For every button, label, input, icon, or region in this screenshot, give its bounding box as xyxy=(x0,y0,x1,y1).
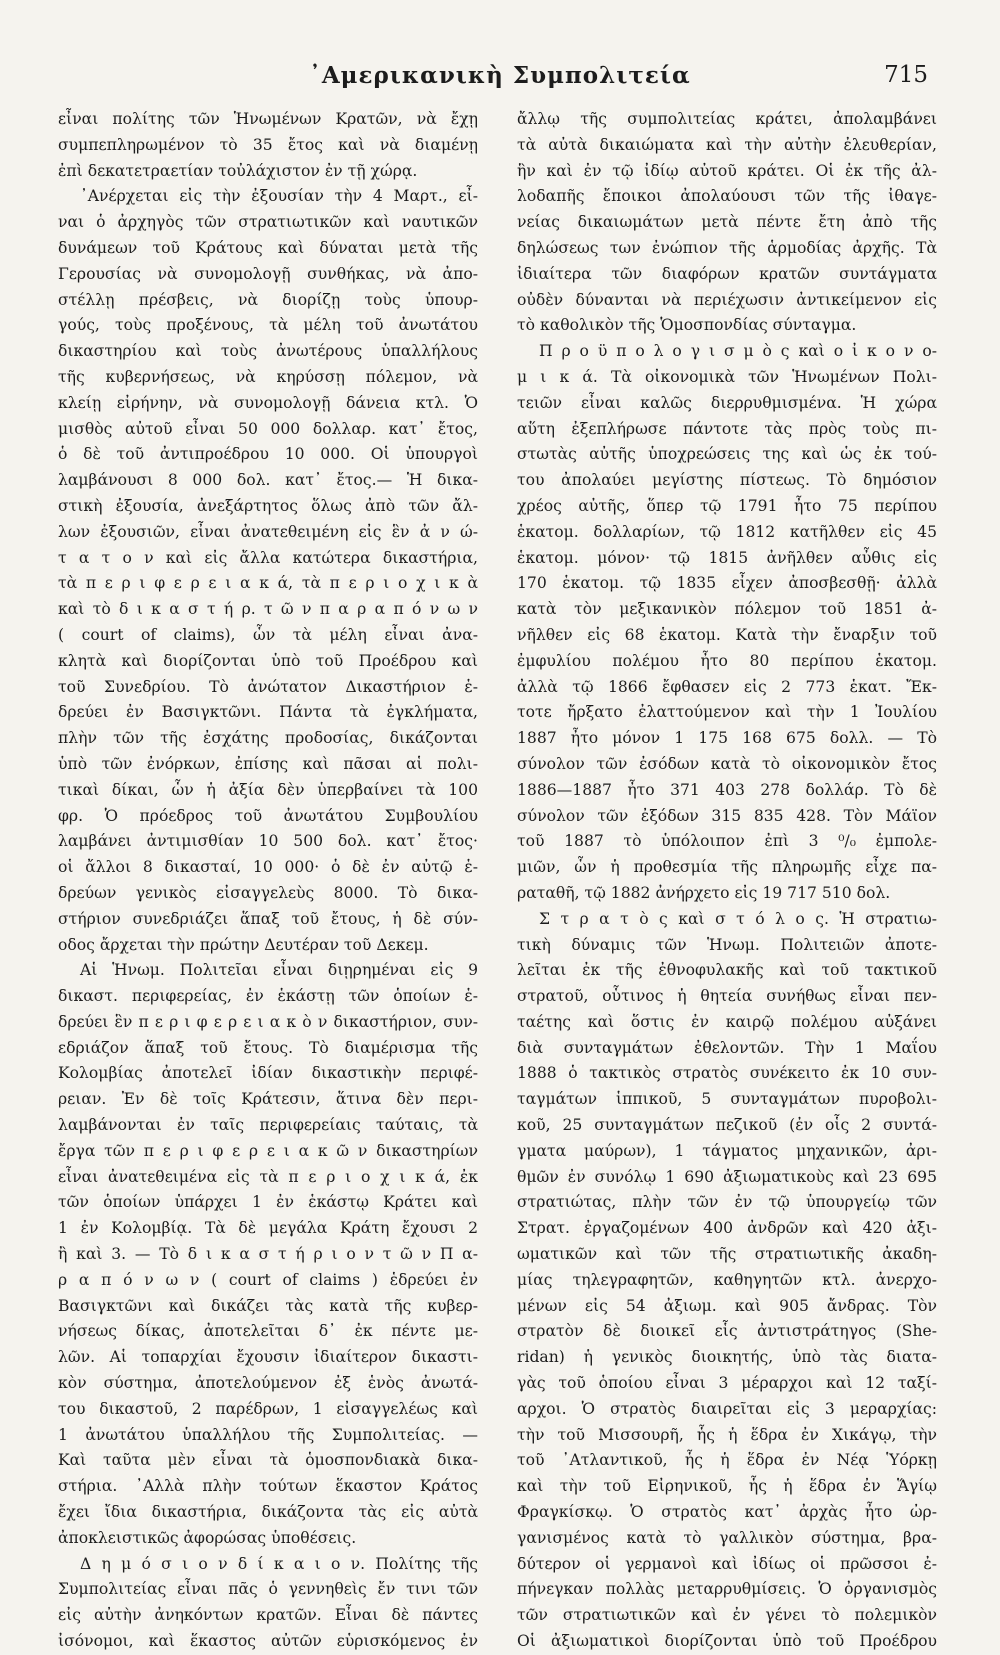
text-line: νῆλθεν εἰς 68 ἑκατομ. Κατὰ τὴν ἔναρξιν τοῦ xyxy=(517,625,937,644)
text-line: ωματικῶν καὶ τῶν τῆς στρατιωτικῆς ἀκαδη- xyxy=(517,1245,937,1264)
text-line: κλητὰ καὶ διορίζονται ὑπὸ τοῦ Προέδρου καὶ xyxy=(58,651,478,670)
text-line: Π ρ ο ϋ π ο λ ο γ ι σ μ ὸ ς καὶ ο ἰ κ ο ν ο- xyxy=(539,342,937,361)
text-line: τῶν ὁποίων ὑπάρχει 1 ἐν ἑκάστῳ Κράτει καὶ xyxy=(58,1193,478,1212)
text-line: Κολομβίας ἀποτελεῖ ἰδίαν δικαστικὴν περιφέ- xyxy=(58,1064,478,1083)
text-line: κατὰ τὸν μεξικανικὸν πόλεμον τοῦ 1851 ἀ- xyxy=(517,600,937,619)
text-line: ραταθῆ, τῷ 1882 ἀνήρχετο εἰς 19 717 510 δολ. xyxy=(517,883,891,902)
text-line: Στρατ. ἐργαζομένων 400 ἀνδρῶν καὶ 420 ἀξι- xyxy=(517,1219,937,1238)
text-line: ἐμφυλίου πολέμου ἦτο 80 περίπου ἑκατομ. xyxy=(517,651,937,670)
text-line: στικὴ ἐξουσία, ἀνεξάρτητος ὅλως ἀπὸ τῶν ἄλ- xyxy=(58,496,478,515)
text-line: ἔργα τῶν π ε ρ ι φ ε ρ ε ι α κ ῶ ν δικαστηρίων xyxy=(58,1141,478,1160)
text-line: θμῶν ἐν συνόλῳ 1 690 ἀξιωματικοὺς καὶ 23 695 xyxy=(517,1167,937,1186)
text-line: 1 ἐν Κολομβίᾳ. Τὰ δὲ μεγάλα Κράτη ἔχουσι 2 xyxy=(58,1219,478,1238)
text-line: γματα μαύρων), 1 τάγματος μηχανικῶν, ἀρι- xyxy=(517,1141,937,1160)
text-line: τῶν στρατιωτικῶν καὶ ἐν γένει τὸ πολεμικὸν xyxy=(517,1606,937,1625)
text-line: 1886—1887 ἦτο 371 403 278 δολλάρ. Τὸ δὲ xyxy=(517,780,937,799)
text-line: τικαὶ δίκαι, ὧν ἡ ἀξία δὲν ὑπερβαίνει τὰ 100 xyxy=(58,780,478,799)
text-line: τὸ καθολικὸν τῆς Ὁμοσπονδίας σύνταγμα. xyxy=(517,316,857,335)
text-line: αὕτη ἐξεπλήρωσε πάντοτε τὰς πρὸς τοὺς πι- xyxy=(517,419,937,438)
text-line: καὶ τὸ δ ι κ α σ τ ή ρ. τ ῶ ν π α ρ α π ό ν ω ν xyxy=(58,600,478,619)
text-line: εδριάζον ἅπαξ τοῦ ἔτους. Τὸ διαμέρισμα τῆς xyxy=(58,1038,478,1057)
text-line: τικὴ δύναμις τῶν Ἡνωμ. Πολιτειῶν ἀποτε- xyxy=(517,935,937,954)
text-line: κοῦ, 25 συνταγμάτων πεζικοῦ (ἐν οἷς 2 συντά- xyxy=(517,1116,937,1135)
text-line: συμπεπληρωμένον τὸ 35 ἔτος καὶ νὰ διαμένῃ xyxy=(58,135,478,154)
text-line: γούς, τοὺς προξένους, τὰ μέλη τοῦ ἀνωτάτου xyxy=(58,316,478,335)
text-line: νήσεως δίκας, ἀποτελεῖται δ᾿ ἐκ πέντε με- xyxy=(58,1322,478,1341)
text-line: ταέτης καὶ ὅστις ἐν καιρῷ πολέμου αὐξάνει xyxy=(517,1012,937,1031)
text-line: ridan) ἡ γενικὸς διοικητής, ὑπὸ τὰς διατα- xyxy=(517,1348,937,1367)
text-line: τὰ π ε ρ ι φ ε ρ ε ι α κ ά, τὰ π ε ρ ι ο χ ι κ ὰ xyxy=(58,574,478,593)
text-line: Βασιγκτῶνι καὶ δικάζει τὰς κατὰ τῆς κυβερ- xyxy=(58,1296,478,1315)
text-line: χρέος αὐτῆς, ὅπερ τῷ 1791 ἦτο 75 περίπου xyxy=(517,496,937,515)
text-line: Γερουσίας νὰ συνομολογῇ συνθήκας, νὰ ἀπο- xyxy=(58,264,478,283)
page-number: 715 xyxy=(884,62,928,88)
text-line: κλείῃ εἰρήνην, νὰ συνομολογῇ δάνεια κτλ. Ὁ xyxy=(58,393,478,412)
text-line: δικαστ. περιφερείας, ἐν ἑκάστῃ τῶν ὁποίων ἑ- xyxy=(58,987,478,1006)
text-line: δυνάμεων τοῦ Κράτους καὶ δύναται μετὰ τῆς xyxy=(58,238,478,257)
text-line: τοῦ ᾿Ατλαντικοῦ, ἧς ἡ ἕδρα ἐν Νέᾳ Ὑόρκῃ xyxy=(517,1451,937,1470)
text-line: δηλώσεως των ἐνώπιον τῆς ἁρμοδίας ἀρχῆς. Τὰ xyxy=(517,238,937,257)
text-line: διὰ συνταγμάτων ἐθελοντῶν. Τὴν 1 Μαΐου xyxy=(517,1038,937,1057)
text-line: γὰς τοῦ ὁποίου εἶναι 3 μέραρχοι καὶ 12 ταξί- xyxy=(517,1374,937,1393)
text-line: στωτὰς αὐτῆς ὑποχρεώσεις της καὶ ὡς ἐκ τού- xyxy=(517,445,937,464)
text-line: λαμβάνει ἀντιμισθίαν 10 500 δολ. κατ᾿ ἔτος· xyxy=(58,832,478,851)
text-line: καὶ τὴν τοῦ Εἰρηνικοῦ, ἧς ἡ ἕδρα ἐν Ἅγίῳ xyxy=(517,1477,937,1496)
text-line: ( court of claims), ὧν τὰ μέλη εἶναι ἀνα- xyxy=(58,625,478,644)
text-line: δρεύει ἓν π ε ρ ι φ ε ρ ε ι α κ ὸ ν δικαστήριον, συν- xyxy=(58,1012,478,1031)
text-line: τ α τ ο ν καὶ εἰς ἄλλα κατώτερα δικαστήρια, xyxy=(58,548,478,567)
text-line: μισθὸς αὐτοῦ εἶναι 50 000 δολλαρ. κατ᾿ ἔτος, xyxy=(58,419,478,438)
text-line: λαμβάνονται ἐν ταῖς περιφερείαις ταύταις, τὰ xyxy=(58,1116,478,1135)
text-line: ταγμάτων ἱππικοῦ, 5 συνταγμάτων πυροβολι- xyxy=(517,1090,937,1109)
text-line: τειῶν εἶναι καλῶς διερρυθμισμένα. Ἡ χώρα xyxy=(517,393,937,412)
text-line: δικαστηρίου καὶ τοὺς ἀνωτέρους ὑπαλλήλους xyxy=(58,342,478,361)
text-line: ἔχει ἴδια δικαστήρια, δικάζοντα τὰς εἰς αὐτὰ xyxy=(58,1503,478,1522)
text-line: Οἱ ἀξιωματικοὶ διορίζονται ὑπὸ τοῦ Προέδρου xyxy=(517,1632,937,1651)
text-line: νείας δικαιωμάτων μετὰ πέντε ἔτη ἀπὸ τῆς xyxy=(517,213,937,232)
text-line: δύτερον οἱ γερμανοὶ καὶ ἰδίως οἱ πρῶσσοι ἐ- xyxy=(517,1554,937,1573)
text-line: αρχοι. Ὁ στρατὸς διαιρεῖται εἰς 3 μεραρχίας: xyxy=(517,1399,937,1418)
text-line: φρ. Ὁ πρόεδρος τοῦ ἀνωτάτου Συμβουλίου xyxy=(58,806,478,825)
text-line: 1888 ὁ τακτικὸς στρατὸς συνέκειτο ἐκ 10 συν- xyxy=(517,1064,937,1083)
text-line: στήριον συνεδριάζει ἅπαξ τοῦ ἔτους, ἡ δὲ σύν- xyxy=(58,909,478,928)
text-line: ὑπὸ τῶν ἐνόρκων, ἐπίσης καὶ πᾶσαι αἱ πολι- xyxy=(58,754,478,773)
text-line: τοτε ἤρξατο ἐλαττούμενον καὶ τὴν 1 Ἰουλίου xyxy=(517,703,937,722)
text-line: τοῦ 1887 τὸ ὑπόλοιπον ἐπὶ 3 ⁰/₀ ἐμπολε- xyxy=(517,832,937,851)
text-line: λῶν. Αἱ τοπαρχίαι ἔχουσιν ἰδιαίτερον δικαστι- xyxy=(58,1348,478,1367)
text-line: ἐπὶ δεκατετραετίαν τοὐλάχιστον ἐν τῇ χώρᾳ. xyxy=(58,161,418,180)
text-line: λων ἐξουσιῶν, εἶναι ἀνατεθειμένη εἰς ἓν ἀ ν ώ- xyxy=(58,522,478,541)
text-line: ρ α π ό ν ω ν ( court of claims ) ἑδρεύει ἐν xyxy=(58,1270,478,1289)
text-line: οδος ἄρχεται τὴν πρώτην Δευτέραν τοῦ Δεκεμ. xyxy=(58,935,429,954)
text-line: ἰδιαίτερα τῶν διαφόρων κρατῶν συντάγματα xyxy=(517,264,937,283)
text-line: ᾿Ανέρχεται εἰς τὴν ἐξουσίαν τὴν 4 Μαρτ., εἶ- xyxy=(80,187,478,206)
text-line: στήρια. ᾿Αλλὰ πλὴν τούτων ἕκαστον Κράτος xyxy=(58,1477,478,1496)
text-line: του ἀπολαύει μεγίστης πίστεως. Τὸ δημόσιον xyxy=(517,471,937,490)
text-line: στέλλῃ πρέσβεις, νὰ διορίζῃ τοὺς ὑπουρ- xyxy=(58,290,478,309)
text-line: εἰς αὐτὴν ἀνηκόντων κρατῶν. Εἶναι δὲ πάντες xyxy=(58,1606,478,1625)
text-line: οὐδὲν δύνανται νὰ περιέχωσιν ἀντικείμενον εἰς xyxy=(517,290,937,309)
text-line: ἑκατομ. δολλαρίων, τῷ 1812 κατῆλθεν εἰς 45 xyxy=(517,522,937,541)
text-line: μένων εἰς 54 ἀξιωμ. καὶ 905 ἄνδρας. Τὸν xyxy=(517,1296,937,1315)
text-line: εἶναι πολίτης τῶν Ἡνωμένων Κρατῶν, νὰ ἔχῃ xyxy=(58,110,478,128)
text-line: πλὴν τῶν τῆς ἐσχάτης προδοσίας, δικάζονται xyxy=(58,729,478,748)
text-line: σύνολον τῶν ἐσόδων κατὰ τὸ οἰκονομικὸν ἔτος xyxy=(517,754,937,773)
text-line: Συμπολιτείας εἶναι πᾶς ὁ γεννηθεὶς ἔν τινι τῶν xyxy=(58,1580,478,1599)
text-line: σύνολον τῶν ἐξόδων 315 835 428. Τὸν Μάϊον xyxy=(517,806,937,825)
text-line: πήνεγκαν πολλὰς μεταρρυθμίσεις. Ὁ ὀργανισμὸς xyxy=(517,1580,937,1599)
text-line: στρατοῦ, οὗτινος ἡ θητεία συνήθως εἶναι πεν- xyxy=(517,987,937,1006)
text-line: λεῖται ἐκ τῆς ἐθνοφυλακῆς καὶ τοῦ τακτικοῦ xyxy=(517,961,937,980)
text-line: ὁ δὲ τοῦ ἀντιπροέδρου 10 000. Οἱ ὑπουργοὶ xyxy=(58,445,478,464)
text-line: Φραγκίσκῳ. Ὁ στρατὸς κατ᾿ ἀρχὰς ἦτο ὠρ- xyxy=(517,1503,937,1522)
text-line: Καὶ ταῦτα μὲν εἶναι τὰ ὁμοσπονδιακὰ δικα- xyxy=(58,1451,478,1470)
text-line: ἄλλῳ τῆς συμπολιτείας κράτει, ἀπολαμβάνει xyxy=(517,110,937,128)
text-line: 1 ἀνωτάτου ὑπαλλήλου τῆς Συμπολιτείας. — xyxy=(58,1425,478,1444)
text-line: στρατιώτας, πλὴν τῶν ἐν τῷ ὑπουργείῳ τῶν xyxy=(517,1193,937,1212)
text-line: εἶναι ἀνατεθειμένα εἰς τὰ π ε ρ ι ο χ ι κ ά, ἐκ xyxy=(58,1167,478,1186)
text-line: οἱ ἄλλοι 8 δικασταί, 10 000· ὁ δὲ ἐν αὐτῷ ἑ- xyxy=(58,858,478,877)
text-line: τῆς κυβερνήσεως, νὰ κηρύσσῃ πόλεμον, νὰ xyxy=(58,367,478,386)
text-line: Δ η μ ό σ ι ο ν δ ί κ α ι ο ν. Πολίτης τῆς xyxy=(80,1554,478,1573)
page-header xyxy=(0,62,1000,102)
text-line: δρεύει ἐν Βασιγκτῶνι. Πάντα τὰ ἐγκλήματα, xyxy=(58,703,478,722)
text-line: κὸν σύστημα, ἀποτελούμενον ἐξ ἑνὸς ἀνωτά- xyxy=(58,1374,478,1393)
running-title: ᾿Αμερικανικὴ Συμπολιτεία xyxy=(309,62,691,89)
text-line: μιῶν, ὧν ἡ προθεσμία τῆς πληρωμῆς εἶχε πα- xyxy=(517,858,937,877)
text-line: γανισμένος κατὰ τὸ γαλλικὸν σύστημα, βρα- xyxy=(517,1528,937,1547)
text-line: τὰ αὐτὰ δικαιώματα καὶ τὴν αὐτὴν ἐλευθερίαν, xyxy=(517,135,937,154)
text-line: ναι ὁ ἀρχηγὸς τῶν στρατιωτικῶν καὶ ναυτικῶν xyxy=(58,213,478,232)
text-line: τοῦ Συνεδρίου. Τὸ ἀνώτατον Δικαστήριον ἑ- xyxy=(58,677,478,696)
text-line: μ ι κ ά. Τὰ οἰκονομικὰ τῶν Ἡνωμένων Πολι- xyxy=(517,367,937,386)
text-line: λαμβάνουσι 8 000 δολ. κατ᾿ ἔτος.— Ἡ δικα- xyxy=(58,471,478,490)
right-column xyxy=(517,107,937,1655)
text-line: μίας τηλεγραφητῶν, καθηγητῶν κτλ. ἀνερχο- xyxy=(517,1270,937,1289)
text-line: ἑκατομ. μόνον· τῷ 1815 ἀνῆλθεν αὖθις εἰς xyxy=(517,548,937,567)
text-line: στρατὸν δὲ διοικεῖ εἷς ἀντιστράτηγος (She- xyxy=(517,1322,937,1341)
text-line: ρειαν. Ἐν δὲ τοῖς Κράτεσιν, ἅτινα δὲν περι- xyxy=(58,1090,478,1109)
text-line: ἀποκλειστικῶς ἀφορώσας ὑποθέσεις. xyxy=(58,1528,357,1547)
text-line: 170 ἑκατομ. τῷ 1835 εἶχεν ἀποσβεσθῇ· ἀλλὰ xyxy=(517,574,937,593)
text-line: τὴν τοῦ Μισσουρῆ, ἧς ἡ ἕδρα ἐν Χικάγῳ, τὴν xyxy=(517,1425,937,1444)
text-line: δρεύων γενικὸς εἰσαγγελεὺς 8000. Τὸ δικα- xyxy=(58,883,478,902)
text-line: 1887 ἦτο μόνον 1 175 168 675 δολλ. — Τὸ xyxy=(517,729,937,748)
text-line: ἀλλὰ τῷ 1866 ἔφθασεν εἰς 2 773 ἑκατ. Ἔκ- xyxy=(517,677,937,696)
text-line: ἣν καὶ ἐν τῷ ἰδίῳ αὐτοῦ κράτει. Οἱ ἐκ τῆς ἀλ- xyxy=(517,161,937,180)
left-column xyxy=(58,107,478,1655)
text-line: ἢ καὶ 3. — Τὸ δ ι κ α σ τ ή ρ ι ο ν τ ῶ ν Π α- xyxy=(58,1245,478,1264)
text-line: ἰσόνομοι, καὶ ἕκαστος αὐτῶν εὑρισκόμενος ἐν xyxy=(58,1632,478,1651)
text-line: λοδαπῆς ἔποικοι ἀπολαύουσι τῶν τῆς ἰθαγε- xyxy=(517,187,937,206)
text-line: του δικαστοῦ, 2 παρέδρων, 1 εἰσαγγελέως καὶ xyxy=(58,1399,478,1418)
text-line: Σ τ ρ α τ ὸ ς καὶ σ τ ό λ ο ς. Ἡ στρατιω- xyxy=(539,909,937,928)
text-line: Αἱ Ἡνωμ. Πολιτεῖαι εἶναι διῃρημέναι εἰς 9 xyxy=(80,961,478,980)
